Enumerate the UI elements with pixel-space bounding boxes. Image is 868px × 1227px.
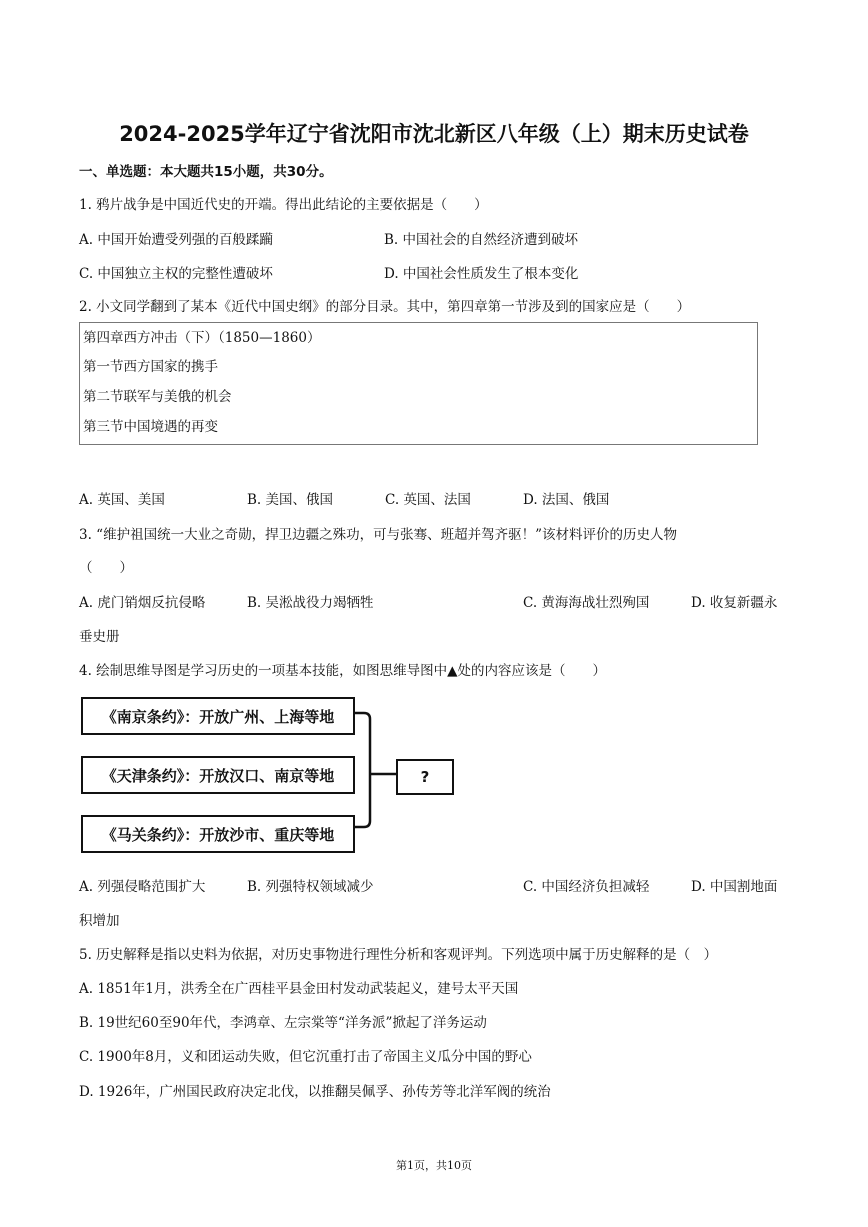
mindmap-box-nanjing: 《南京条约》：开放广州、上海等地 [81, 697, 355, 735]
q1-option-a[interactable]: A. 中国开始遭受列强的百般蹂躏 [79, 232, 273, 248]
q4-option-c[interactable]: C. 中国经济负担减轻 [523, 879, 650, 895]
q5-option-c[interactable]: C. 1900年8月，义和团运动失败，但它沉重打击了帝国主义瓜分中国的野心 [79, 1049, 532, 1065]
question-4-stem: 4. 绘制思维导图是学习历史的一项基本技能，如图思维导图中▲处的内容应该是（ ） [79, 663, 607, 679]
question-3-stem: 3. “维护祖国统一大业之奇勋，捍卫边疆之殊功，可与张骞、班超并驾齐驱！”该材料评价的历史人物 [79, 527, 677, 543]
q2-option-a[interactable]: A. 英国、美国 [79, 492, 165, 508]
toc-section-2: 第二节联军与美俄的机会 [83, 389, 232, 405]
q2-option-c[interactable]: C. 英国、法国 [385, 492, 471, 508]
q3-option-c[interactable]: C. 黄海海战壮烈殉国 [523, 595, 650, 611]
q1-option-d[interactable]: D. 中国社会性质发生了根本变化 [384, 266, 579, 282]
q2-option-d[interactable]: D. 法国、俄国 [523, 492, 610, 508]
toc-chapter: 第四章西方冲击（下）（1850—1860） [83, 330, 321, 346]
toc-section-3: 第三节中国境遇的再变 [83, 419, 218, 435]
toc-section-1: 第一节西方国家的携手 [83, 359, 218, 375]
q3-option-d[interactable]: D. 收复新疆永 [691, 595, 778, 611]
mindmap-target-box: ? [396, 759, 454, 795]
page-footer: 第1页，共10页 [396, 1159, 472, 1172]
q1-option-b[interactable]: B. 中国社会的自然经济遭到破坏 [384, 232, 579, 248]
q5-option-d[interactable]: D. 1926年，广州国民政府决定北伐，以推翻吴佩孚、孙传芳等北洋军阀的统治 [79, 1084, 551, 1100]
q2-option-b[interactable]: B. 美国、俄国 [247, 492, 334, 508]
mindmap-box-tianjin: 《天津条约》：开放汉口、南京等地 [81, 756, 355, 794]
table-of-contents-box [79, 322, 758, 445]
q4-option-d[interactable]: D. 中国割地面 [691, 879, 778, 895]
mindmap-bracket [350, 706, 400, 836]
page-title: 2024-2025学年辽宁省沈阳市沈北新区八年级（上）期末历史试卷 [119, 122, 749, 146]
question-1-stem: 1. 鸦片战争是中国近代史的开端。得出此结论的主要依据是（ ） [79, 197, 488, 213]
question-2-stem: 2. 小文同学翻到了某本《近代中国史纲》的部分目录。其中，第四章第一节涉及到的国家应是（ ） [79, 299, 691, 315]
q3-option-a[interactable]: A. 虎门销烟反抗侵略 [79, 595, 206, 611]
q1-option-c[interactable]: C. 中国独立主权的完整性遭破坏 [79, 266, 273, 282]
q5-option-a[interactable]: A. 1851年1月，洪秀全在广西桂平县金田村发动武装起义，建号太平天国 [79, 981, 519, 997]
q4-option-b[interactable]: B. 列强特权领域减少 [247, 879, 374, 895]
section-heading: 一、单选题：本大题共15小题，共30分。 [79, 164, 333, 180]
q3-option-b[interactable]: B. 吴淞战役力竭牺牲 [247, 595, 374, 611]
mindmap-box-maguan: 《马关条约》：开放沙市、重庆等地 [81, 815, 355, 853]
question-3-paren: （ ） [79, 560, 133, 576]
q4-option-d-continued: 积增加 [79, 913, 120, 929]
q4-option-a[interactable]: A. 列强侵略范围扩大 [79, 879, 206, 895]
q5-option-b[interactable]: B. 19世纪60至90年代，李鸿章、左宗棠等“洋务派”掀起了洋务运动 [79, 1015, 487, 1031]
q3-option-d-continued: 垂史册 [79, 629, 120, 645]
question-5-stem: 5. 历史解释是指以史料为依据，对历史事物进行理性分析和客观评判。下列选项中属于历史解释的是（ ） [79, 947, 718, 963]
